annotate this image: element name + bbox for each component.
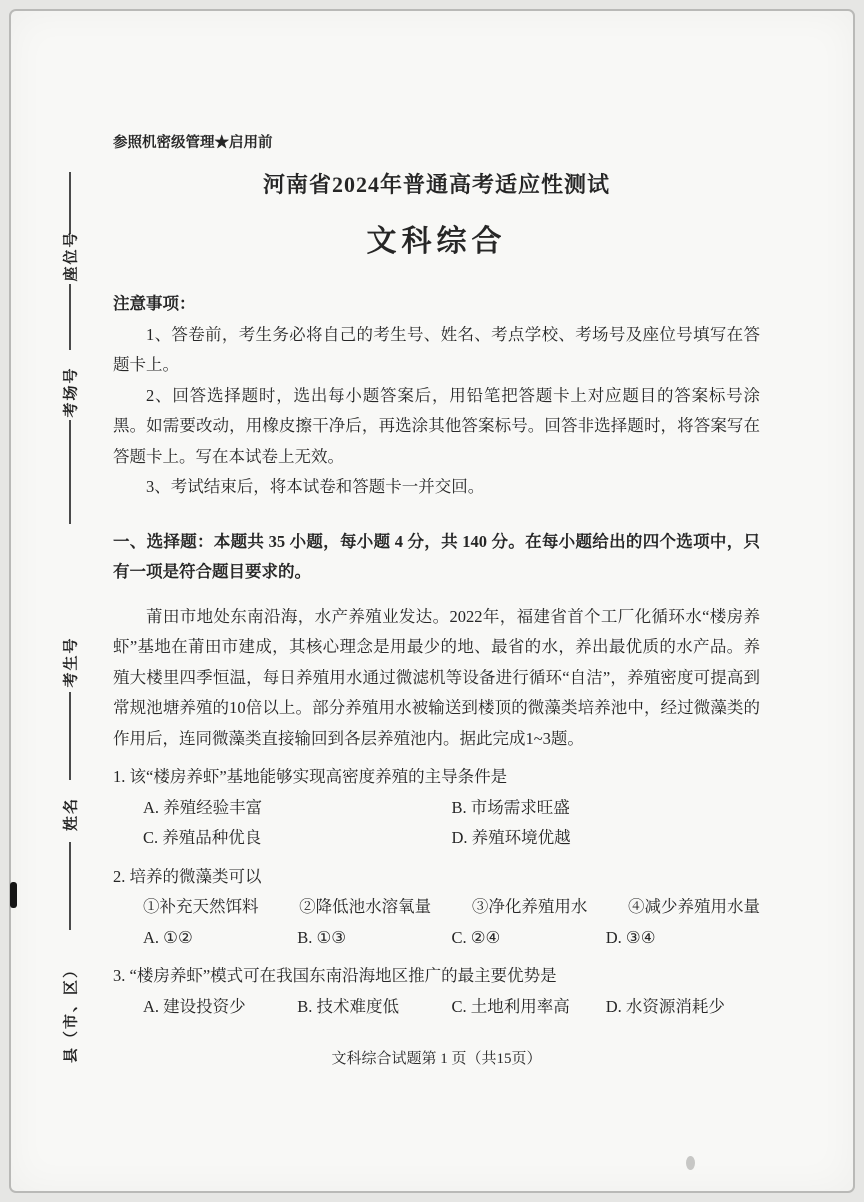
classification-note: 参照机密级管理★启用前	[113, 135, 273, 151]
option-b: B. 市场需求旺盛	[451, 797, 570, 817]
question-2	[113, 862, 760, 954]
option-c: C. ②④	[451, 927, 501, 947]
margin-label-county: 县（市、区）	[63, 960, 80, 1064]
option-d: D. 水资源消耗少	[605, 996, 725, 1016]
suboption-2: ②降低池水溶氧量	[299, 897, 432, 917]
suboption-1: ①补充天然饵料	[143, 897, 259, 917]
section-heading: 一、选择题：本题共 35 小题，每小题 4 分，共 140 分。在每小题给出的四个选项中，只有一项是符合题目要求的。	[113, 531, 760, 582]
suboption-4: ④减少养殖用水量	[627, 897, 760, 917]
fill-in-line	[69, 692, 71, 780]
fill-in-line	[69, 284, 71, 350]
option-a: A. ①②	[143, 927, 193, 947]
suboption-3: ③净化养殖用水	[471, 897, 588, 917]
option-c: C. 土地利用率高	[451, 996, 570, 1016]
notice-item-1: 1、答卷前，考生务必将自己的考生号、姓名、考点学校、考场号及座位号填写在答题卡上。	[113, 324, 760, 375]
margin-label-exam-room: 考场号	[63, 366, 80, 418]
exam-title: 河南省2024年普通高考适应性测试	[262, 171, 610, 197]
question-1	[113, 762, 760, 854]
notice-heading: 注意事项：	[113, 294, 196, 313]
page-content	[113, 130, 760, 1074]
margin-label-seat-number: 座位号	[63, 230, 80, 282]
question-2-suboptions	[113, 892, 760, 923]
fill-in-line	[69, 842, 71, 930]
option-d: D. ③④	[605, 927, 656, 947]
scan-smudge	[686, 1156, 695, 1170]
question-3-stem: 3. “楼房养虾”模式可在我国东南沿海地区推广的最主要优势是	[113, 966, 557, 986]
question-1-stem: 1. 该“楼房养虾”基地能够实现高密度养殖的主导条件是	[113, 767, 508, 787]
question-3-options	[113, 992, 760, 1023]
option-a: A. 建设投资少	[143, 996, 246, 1016]
question-2-options	[113, 923, 760, 954]
margin-label-candidate-number: 考生号	[63, 636, 80, 688]
question-3	[113, 961, 760, 1022]
question-1-options	[113, 793, 760, 854]
option-a: A. 养殖经验丰富	[143, 797, 263, 817]
notice-item-3: 3、考试结束后，将本试卷和答题卡一并交回。	[146, 477, 485, 497]
fill-in-line	[69, 420, 71, 524]
page-footer: 文科综合试题第 1 页（共15页）	[331, 1051, 542, 1068]
reading-passage: 莆田市地处东南沿海，水产养殖业发达。2022年，福建省首个工厂化循环水“楼房养虾”基地在莆田市建成，其核心理念是用最少的地、最省的水，养出最优质的水产品。养殖大楼里四季恒温，每日养殖用水通过微滤机等设备进行循环“自洁”，养殖密度可提高到常规池塘养殖的10倍以上。部分养殖用水被输送到楼顶的微藻类培养池中，经过微藻类的作用后，连同微藻类直接输回到各层养殖池内。据此完成1~3题。	[113, 606, 760, 748]
option-d: D. 养殖环境优越	[451, 828, 571, 848]
exam-subject-title: 文科综合	[366, 224, 507, 258]
notice-item-2: 2、回答选择题时，选出每小题答案后，用铅笔把答题卡上对应题目的答案标号涂黑。如需要改动，用橡皮擦干净后，再选涂其他答案标号。回答非选择题时，将答案写在答题卡上。写在本试卷上无效。	[113, 385, 760, 466]
fill-in-line	[69, 172, 71, 234]
binding-mark	[10, 882, 17, 908]
option-b: B. 技术难度低	[297, 996, 400, 1016]
margin-label-name: 姓名	[63, 796, 80, 832]
option-b: B. ①③	[297, 927, 347, 947]
question-2-stem: 2. 培养的微藻类可以	[113, 866, 262, 886]
option-c: C. 养殖品种优良	[143, 828, 262, 848]
